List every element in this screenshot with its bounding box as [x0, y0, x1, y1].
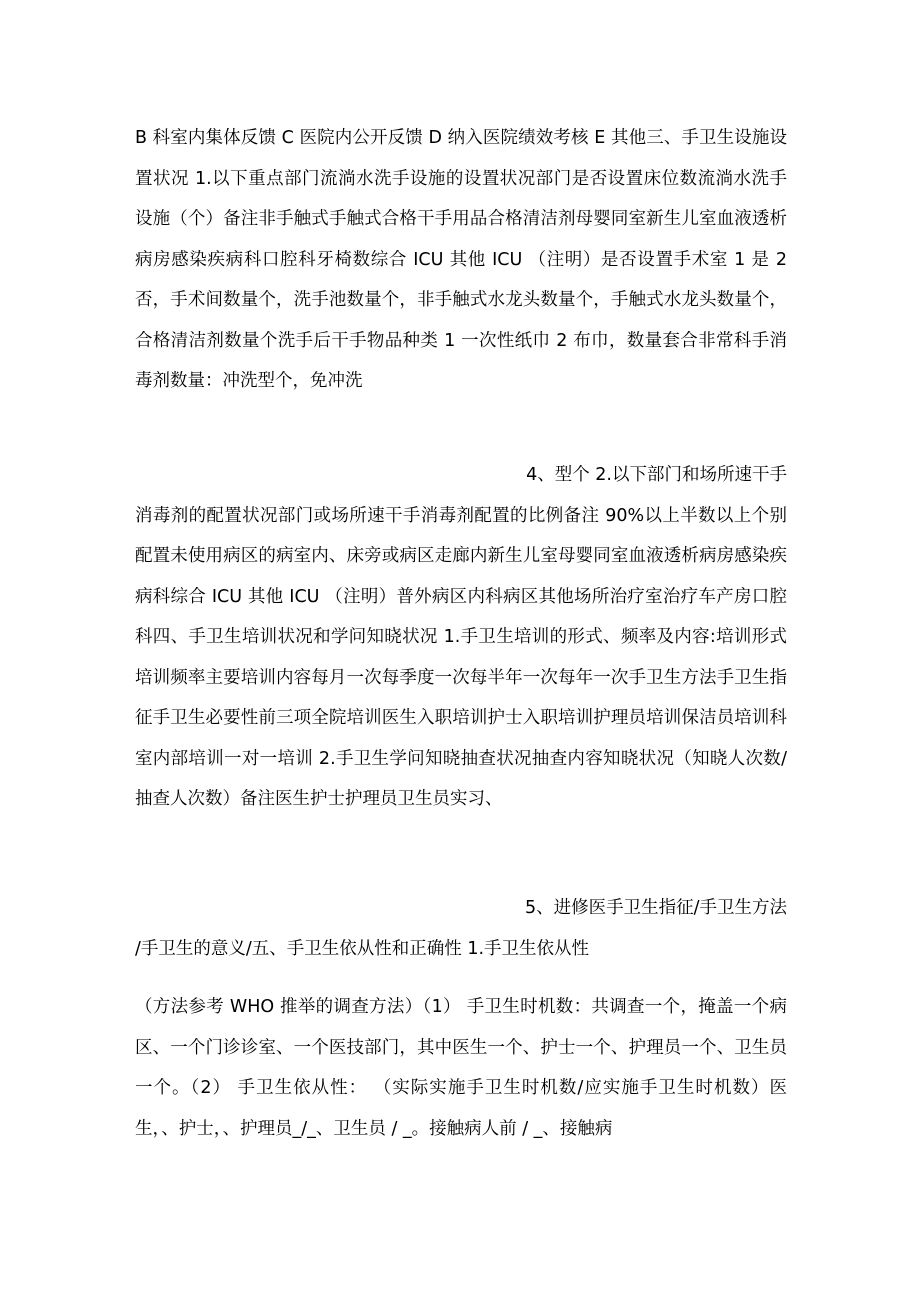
paragraph-continuation-line: 5、进修医手卫生指征/手卫生方法 — [524, 898, 787, 918]
body-paragraph-compliance-method: （方法参考 WHO 推举的调查方法）（1） 手卫生时机数：共调查一个，掩盖一个病区、一个门诊诊室、一个医技部门，其中医生一个、护士一个、护理员一个、卫生员一个。（2） 手卫生依从性： （实际实施手卫生时机数/应实施手卫生时机数）医生，、护士，、护理员_/_、卫生员 / _。接触病人前 / _、接触病 — [135, 997, 787, 1139]
paragraph-body-text: 消毒剂的配置状况部门或场所速干手消毒剂配置的比例备注 90%以上半数以上个别配置未使用病区的病室内、床旁或病区走廊内新生儿室母婴同室血液透析病房感染疾病科综合 ICU 其他 ICU （注明）普外病区内科病区其他场所治疗室治疗车产房口腔科四、手卫生培训状况和学问知晓状况 1.手卫生培训的形式、频率及内容:培训形式培训频率主要培训内容每月一次每季度一次每半年一次每年一次手卫生方法手卫生指征手卫生必要性前三项全院培训医生入职培训护士入职培训护理员培训保洁员培训科室内部培训一对一培训 2.手卫生学问知晓抽查状况抽查内容知晓状况（知晓人次数/抽查人次数）备注医生护士护理员卫生员实习、 — [135, 505, 787, 809]
paragraph-continuation-line: 4、型个 2.以下部门和场所速干手 — [526, 465, 787, 485]
paragraph-heading-line: /手卫生的意义/五、手卫生依从性和正确性 1.手卫生依从性 — [135, 938, 590, 959]
body-paragraph-compliance-heading — [135, 888, 787, 969]
body-paragraph-hand-hygiene-facilities: B 科室内集体反馈 C 医院内公开反馈 D 纳入医院绩效考核 E 其他三、手卫生设施设置状况 1.以下重点部门流淌水洗手设施的设置状况部门是否设置床位数流淌水洗手设施（个）备注非手触式手触式合格干手用品合格清洁剂母婴同室新生儿室血液透析病房感染疾病科口腔科牙椅数综合 ICU 其他 ICU （注明）是否设置手术室 1 是 2 否，手术间数量个，洗手池数量个，非手触式水龙头数量个，手触式水龙头数量个，合格清洁剂数量个洗手后干手物品种类 1 一次性纸巾 2 布巾，数量套合非常科手消毒剂数量：冲洗型个，免冲洗 — [135, 128, 787, 391]
body-paragraph-disinfectant-config — [135, 455, 787, 820]
